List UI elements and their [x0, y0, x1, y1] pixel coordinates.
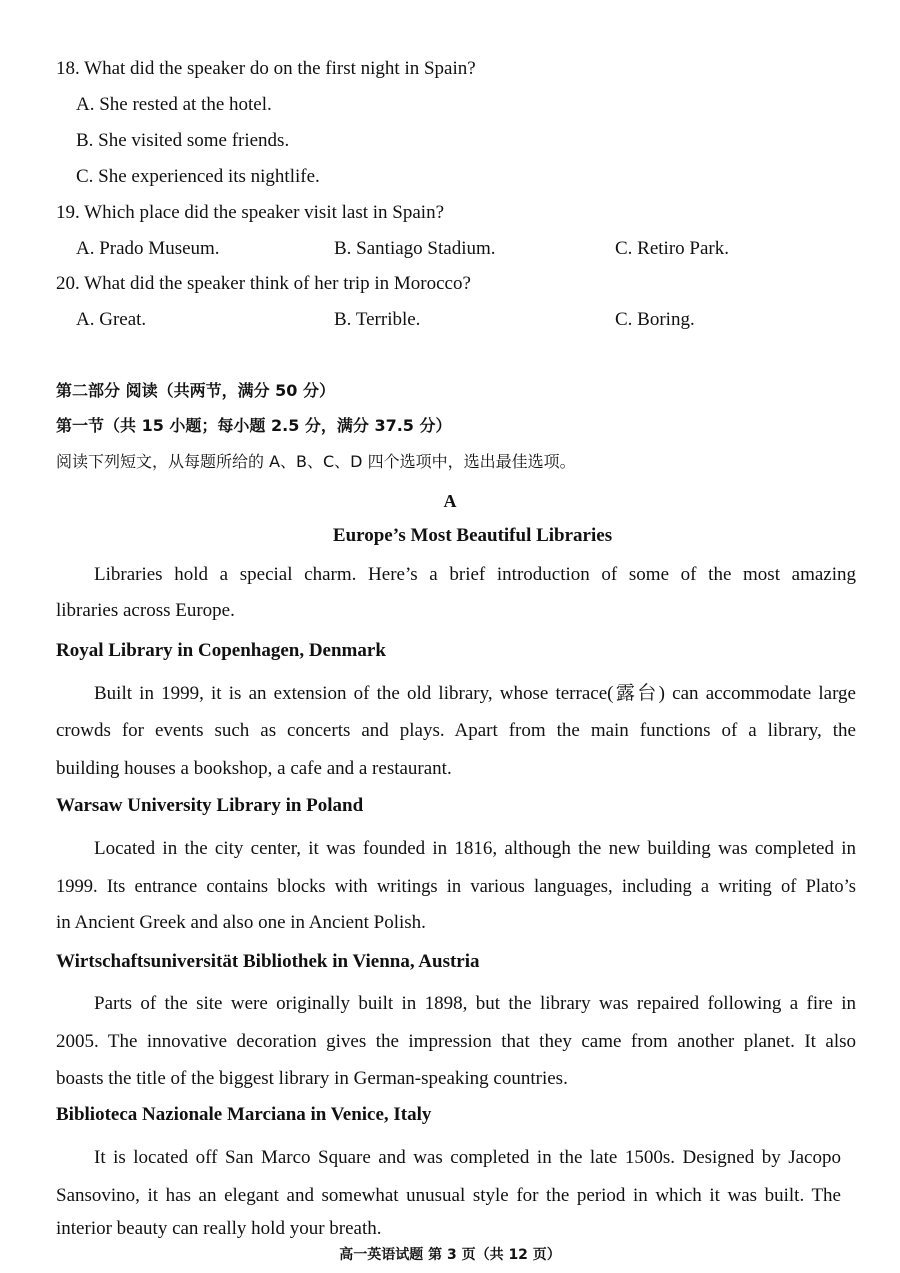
- page-footer: 高一英语试题 第 3 页（共 12 页）: [339, 1247, 561, 1263]
- question-19-option-c: C. Retiro Park.: [615, 238, 729, 259]
- question-18-option-a: A. She rested at the hotel.: [76, 94, 272, 115]
- vienna-line-2: 2005. The innovative decoration gives the impression that they came from another planet. It also: [56, 1031, 856, 1052]
- question-19: 19. Which place did the speaker visit last in Spain?: [56, 202, 444, 223]
- copenhagen-line-3: building houses a bookshop, a cafe and a restaurant.: [56, 758, 452, 779]
- question-19-option-a: A. Prado Museum.: [76, 238, 220, 259]
- warsaw-line-2: 1999. Its entrance contains blocks with writings in various languages, including a writing of Plato’s: [56, 877, 856, 897]
- question-18: 18. What did the speaker do on the first night in Spain?: [56, 58, 476, 79]
- vienna-line-1: Parts of the site were originally built in 1898, but the library was repaired following a fire in: [94, 993, 856, 1014]
- intro-line-2: libraries across Europe.: [56, 600, 235, 621]
- question-20: 20. What did the speaker think of her trip in Morocco?: [56, 273, 471, 294]
- copenhagen-line-1: Built in 1999, it is an extension of the old library, whose terrace(露台) can accommodate large: [94, 683, 856, 704]
- question-18-option-b: B. She visited some friends.: [76, 130, 290, 151]
- question-19-option-b: B. Santiago Stadium.: [334, 238, 496, 259]
- part-title: 第二部分 阅读（共两节，满分 50 分）: [56, 381, 335, 400]
- library-heading-vienna: Wirtschaftsuniversität Bibliothek in Vienna, Austria: [56, 951, 480, 972]
- venice-line-3: interior beauty can really hold your breath.: [56, 1218, 382, 1239]
- question-20-option-b: B. Terrible.: [334, 309, 421, 330]
- library-heading-warsaw: Warsaw University Library in Poland: [56, 795, 364, 816]
- warsaw-line-3: in Ancient Greek and also one in Ancient Polish.: [56, 912, 426, 933]
- passage-title: Europe’s Most Beautiful Libraries: [332, 525, 613, 546]
- vienna-line-3: boasts the title of the biggest library in German-speaking countries.: [56, 1068, 568, 1089]
- question-18-option-c: C. She experienced its nightlife.: [76, 166, 320, 187]
- venice-line-2: Sansovino, it has an elegant and somewhat unusual style for the period in which it was built. The: [56, 1185, 841, 1206]
- library-heading-venice: Biblioteca Nazionale Marciana in Venice, Italy: [56, 1104, 432, 1125]
- copenhagen-line-2: crowds for events such as concerts and plays. Apart from the main functions of a library, the: [56, 720, 856, 741]
- intro-line-1: Libraries hold a special charm. Here’s a brief introduction of some of the most amazing: [94, 564, 856, 585]
- passage-label: A: [443, 491, 457, 511]
- venice-line-1: It is located off San Marco Square and was completed in the late 1500s. Designed by Jacopo: [94, 1147, 841, 1168]
- section-title: 第一节（共 15 小题；每小题 2.5 分，满分 37.5 分）: [56, 416, 452, 435]
- warsaw-line-1: Located in the city center, it was founded in 1816, although the new building was completed in: [94, 838, 856, 859]
- question-20-option-c: C. Boring.: [615, 309, 695, 330]
- library-heading-copenhagen: Royal Library in Copenhagen, Denmark: [56, 640, 386, 661]
- question-20-option-a: A. Great.: [76, 309, 147, 330]
- instruction: 阅读下列短文，从每题所给的 A、B、C、D 四个选项中，选出最佳选项。: [56, 452, 576, 471]
